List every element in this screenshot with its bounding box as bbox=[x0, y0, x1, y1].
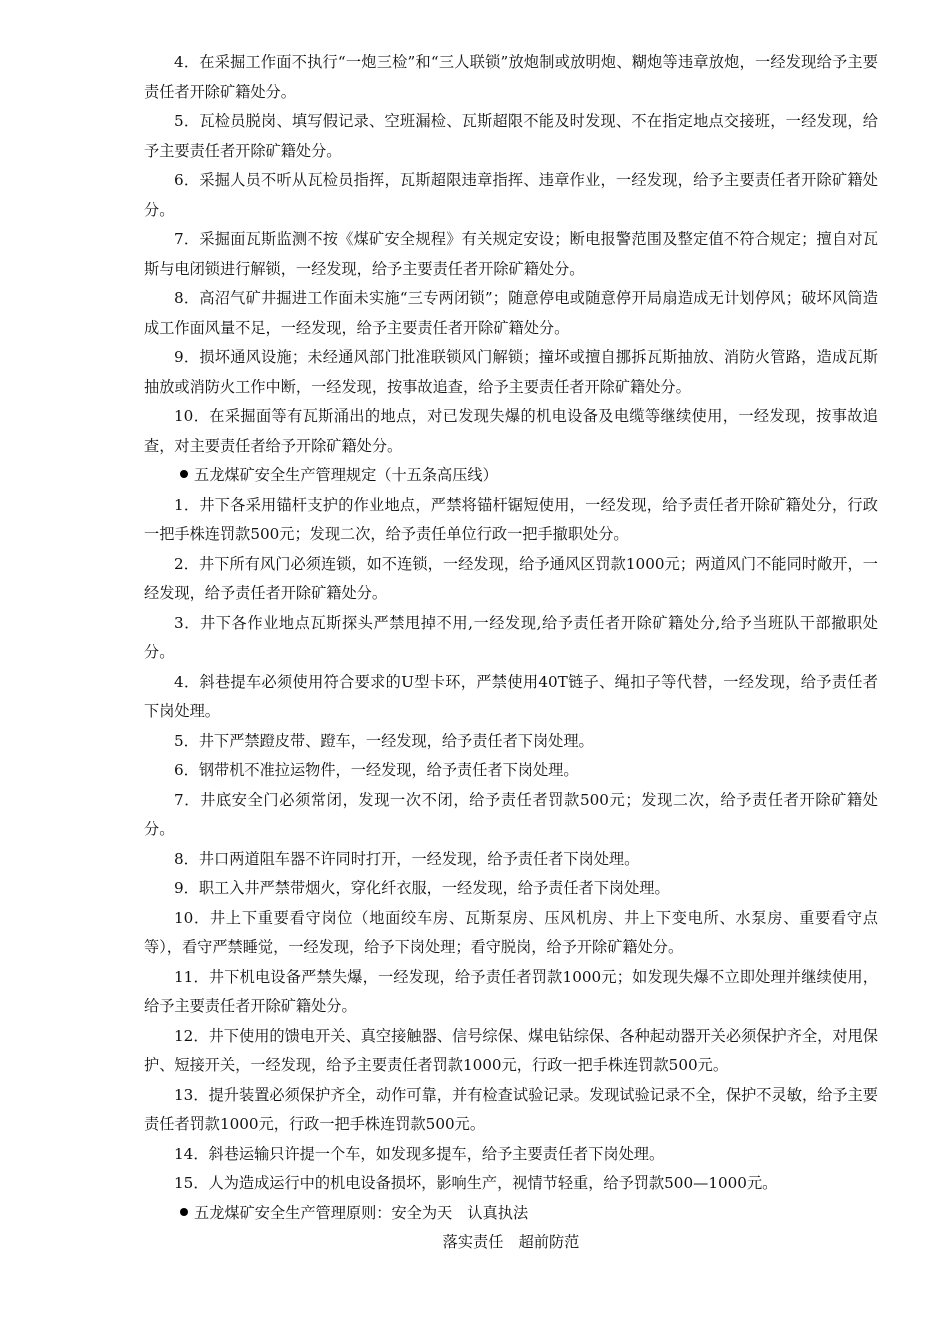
rule-item: 5．井下严禁蹬皮带、蹬车，一经发现，给予责任者下岗处理。 bbox=[174, 731, 594, 750]
bullet-icon bbox=[180, 1208, 188, 1216]
principles-heading bbox=[144, 1199, 878, 1229]
rule-item: 7．采掘面瓦斯监测不按《煤矿安全规程》有关规定安设；断电报警范围及整定值不符合规定；擅自对瓦斯与电闭锁进行解锁，一经发现，给予主要责任者开除矿籍处分。 bbox=[144, 230, 878, 278]
principles-heading-text: 五龙煤矿安全生产管理原则：安全为天 认真执法 bbox=[194, 1203, 529, 1222]
rule-item: 4．斜巷提车必须使用符合要求的U型卡环，严禁使用40T链子、绳扣子等代替，一经发现，给予责任者下岗处理。 bbox=[144, 672, 878, 720]
rule-item: 15．人为造成运行中的机电设备损坏，影响生产，视情节轻重，给予罚款500—1000元。 bbox=[174, 1174, 778, 1192]
bullet-icon bbox=[180, 470, 188, 478]
rule-item: 10．井上下重要看守岗位（地面绞车房、瓦斯泵房、压风机房、井上下变电所、水泵房、重要看守点等），看守严禁睡觉，一经发现，给予下岗处理；看守脱岗，给予开除矿籍处分。 bbox=[144, 908, 878, 956]
rule-item: 2．井下所有风门必须连锁，如不连锁，一经发现，给予通风区罚款1000元；两道风门不能同时敞开，一经发现，给予责任者开除矿籍处分。 bbox=[144, 554, 878, 602]
document-page bbox=[144, 48, 878, 1258]
section-heading-text: 五龙煤矿安全生产管理规定（十五条高压线） bbox=[194, 466, 498, 484]
rule-item: 13．提升装置必须保护齐全，动作可靠，并有检查试验记录。发现试验记录不全，保护不灵敏，给予主要责任者罚款1000元，行政一把手株连罚款500元。 bbox=[144, 1085, 878, 1133]
rule-item: 5．瓦检员脱岗、填写假记录、空班漏检、瓦斯超限不能及时发现、不在指定地点交接班，一经发现，给予主要责任者开除矿籍处分。 bbox=[144, 112, 878, 160]
rule-item: 7．井底安全门必须常闭，发现一次不闭，给予责任者罚款500元；发现二次，给予责任者开除矿籍处分。 bbox=[144, 790, 878, 838]
rule-item: 9．损坏通风设施；未经通风部门批准联锁风门解锁；撞坏或擅自挪拆瓦斯抽放、消防火管路，造成瓦斯抽放或消防火工作中断，一经发现，按事故追查，给予主要责任者开除矿籍处分。 bbox=[144, 348, 878, 396]
rule-item: 10．在采掘面等有瓦斯涌出的地点，对已发现失爆的机电设备及电缆等继续使用，一经发现，按事故追查，对主要责任者给予开除矿籍处分。 bbox=[144, 407, 878, 455]
section-a bbox=[144, 48, 878, 461]
rule-item: 6．钢带机不准拉运物件，一经发现，给予责任者下岗处理。 bbox=[174, 761, 579, 779]
rule-item: 11．井下机电设备严禁失爆，一经发现，给予责任者罚款1000元；如发现失爆不立即处理并继续使用，给予主要责任者开除矿籍处分。 bbox=[144, 967, 878, 1015]
rule-item: 1．井下各采用锚杆支护的作业地点，严禁将锚杆锯短使用，一经发现，给予责任者开除矿籍处分，行政一把手株连罚款500元；发现二次，给予责任单位行政一把手撤职处分。 bbox=[144, 495, 878, 543]
principles-second-line: 落实责任 超前防范 bbox=[442, 1233, 580, 1251]
rule-item: 6．采掘人员不听从瓦检员指挥，瓦斯超限违章指挥、违章作业，一经发现，给予主要责任者开除矿籍处分。 bbox=[144, 171, 878, 219]
rule-item: 8．高沼气矿井掘进工作面未实施“三专两闭锁”；随意停电或随意停开局扇造成无计划停风；破坏风筒造成工作面风量不足，一经发现，给予主要责任者开除矿籍处分。 bbox=[144, 289, 878, 337]
rule-item: 3．井下各作业地点瓦斯探头严禁甩掉不用,一经发现,给予责任者开除矿籍处分,给予当班队干部撤职处分。 bbox=[144, 613, 878, 661]
rule-item: 9．职工入井严禁带烟火，穿化纤衣服，一经发现，给予责任者下岗处理。 bbox=[174, 879, 670, 897]
section-b bbox=[144, 491, 878, 1199]
section-heading bbox=[144, 461, 878, 491]
rule-item: 14．斜巷运输只许提一个车，如发现多提车，给予主要责任者下岗处理。 bbox=[174, 1144, 665, 1163]
rule-item: 12．井下使用的馈电开关、真空接触器、信号综保、煤电钻综保、各种起动器开关必须保护齐全，对甩保护、短接开关，一经发现，给予主要责任者罚款1000元，行政一把手株连罚款500元。 bbox=[144, 1026, 878, 1074]
rule-item: 8．井口两道阻车器不许同时打开，一经发现，给予责任者下岗处理。 bbox=[174, 849, 640, 868]
rule-item: 4．在采掘工作面不执行“一炮三检”和“三人联锁”放炮制或放明炮、糊炮等违章放炮，一经发现给予主要责任者开除矿籍处分。 bbox=[144, 53, 878, 101]
